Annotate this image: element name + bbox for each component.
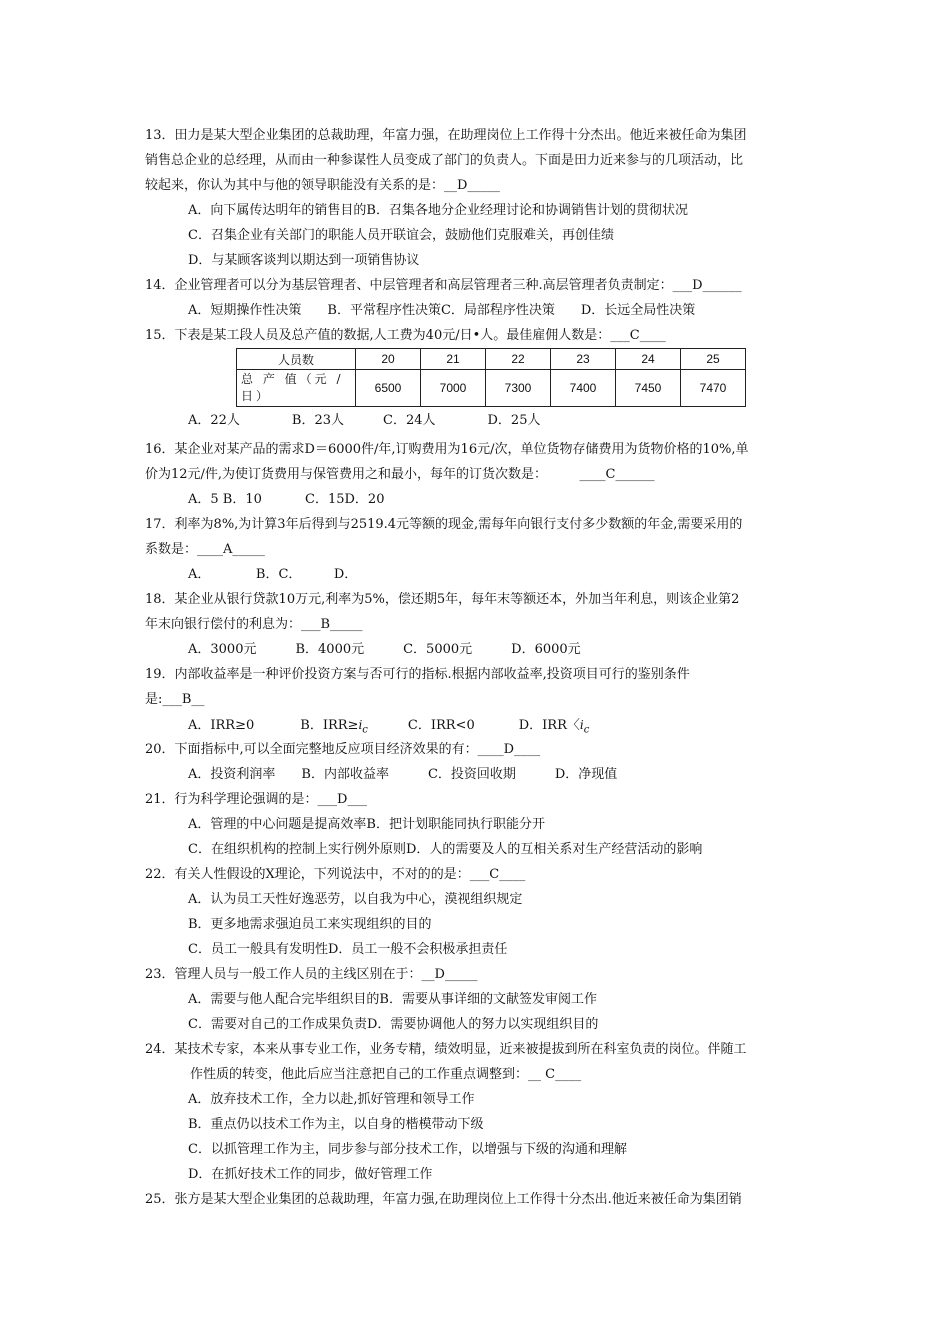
q19-ic-symbol-d: $i_c$ (579, 718, 590, 736)
q15-data-table (236, 348, 746, 407)
q22-text: 22．有关人性假设的X理论，下列说法中，不对的的是：___C____ (145, 867, 526, 882)
q19-text-line-2: 是:___B__ (145, 692, 205, 707)
q19-text-line-1: 19．内部收益率是一种评价投资方案与否可行的指标.根据内部收益率,投资项目可行的鉴别条件 (145, 667, 690, 682)
q13-option-d: D．与某顾客谈判以期达到一项销售协议 (188, 253, 420, 268)
q13-text-line-1: 13．田力是某大型企业集团的总裁助理，年富力强，在助理岗位上工作得十分杰出。他近来被任命为集团 (145, 128, 747, 143)
q22-option-c-d: C．员工一般具有发明性D．员工一般不会积极承担责任 (188, 942, 508, 957)
q24-option-c: C．以抓管理工作为主，同步参与部分技术工作，以增强与下级的沟通和理解 (188, 1142, 627, 1157)
q22-option-a: A．认为员工天性好逸恶劳，以自我为中心，漠视组织规定 (188, 892, 523, 907)
q24-text-line-2: 作性质的转变，他此后应当注意把自己的工作重点调整到：__ C____ (190, 1067, 582, 1082)
q14-options: A．短期操作性决策 B．平常程序性决策C．局部程序性决策 D．长远全局性决策 (188, 303, 696, 318)
q18-text-line-2: 年末向银行偿付的利息为：___B_____ (145, 617, 363, 632)
table-cell: 7400 (551, 370, 616, 407)
table-cell: 24 (616, 349, 681, 370)
q21-option-c-d: C．在组织机构的控制上实行例外原则D．人的需要及人的互相关系对生产经营活动的影响 (188, 842, 703, 857)
q24-text-line-1: 24．某技术专家，本来从事专业工作，业务专精，绩效明显，近来被提拔到所在科室负责的岗位。伴随工 (145, 1042, 747, 1057)
q13-option-a-b: A．向下属传达明年的销售目的B．召集各地分企业经理讨论和协调销售计划的贯彻状况 (188, 203, 688, 218)
q21-text: 21．行为科学理论强调的是：___D___ (145, 792, 367, 807)
table-cell: 7300 (486, 370, 551, 407)
q19-option-b: B．IRR≥ (300, 718, 359, 733)
table-header-output (237, 370, 356, 407)
table-cell: 21 (421, 349, 486, 370)
table-cell: 22 (486, 349, 551, 370)
table-row-staff (237, 349, 746, 370)
q19-option-c: C．IRR<0 (407, 718, 475, 733)
table-header-staff: 人员数 (237, 349, 356, 370)
q16-text-line-2: 价为12元/件,为使订货费用与保管费用之和最小，每年的订货次数是： ____C______ (145, 467, 655, 482)
q15-options: A．22人 B．23人 C．24人 D．25人 (188, 413, 541, 428)
table-header-output-line-1: 总 产 值（元 / (241, 372, 344, 386)
q20-options: A．投资利润率 B．内部收益率 C．投资回收期 D．净现值 (188, 767, 618, 782)
q13-text-line-2: 销售总企业的总经理，从而由一种参谋性人员变成了部门的负责人。下面是田力近来参与的几项活动，比 (145, 153, 744, 168)
q19-option-d: D．IRR〈 (518, 718, 580, 733)
q14-text: 14．企业管理者可以分为基层管理者、中层管理者和高层管理者三种.高层管理者负责制定：___D______ (145, 278, 742, 293)
q24-option-d: D．在抓好技术工作的同步，做好管理工作 (188, 1167, 433, 1182)
q16-text-line-1: 16．某企业对某产品的需求D＝6000件/年,订购费用为16元/次，单位货物存储费用为货物价格的10%,单 (145, 442, 749, 457)
q22-option-b: B．更多地需求强迫员工来实现组织的目的 (188, 917, 432, 932)
table-cell: 25 (681, 349, 746, 370)
table-cell: 7000 (421, 370, 486, 407)
q18-text-line-1: 18．某企业从银行贷款10万元,利率为5%，偿还期5年，每年末等额还本，外加当年利息，则该企业第2 (145, 592, 740, 607)
q13-option-c: C．召集企业有关部门的职能人员开联谊会，鼓励他们克服难关，再创佳绩 (188, 228, 614, 243)
q25-text-line-1: 25．张方是某大型企业集团的总裁助理，年富力强,在助理岗位上工作得十分杰出.他近来被任命为集团销 (145, 1192, 742, 1207)
q24-option-a: A．放弃技术工作，全力以赴,抓好管理和领导工作 (188, 1092, 475, 1107)
table-cell: 7470 (681, 370, 746, 407)
q18-options: A．3000元 B．4000元 C．5000元 D．6000元 (188, 642, 581, 657)
table-row-output (237, 370, 746, 407)
table-cell: 23 (551, 349, 616, 370)
q19-options (188, 715, 589, 735)
q19-ic-symbol-b: $i_c$ (358, 718, 368, 736)
q15-text: 15．下表是某工段人员及总产值的数据,人工费为40元/日•人。最佳雇佣人数是：___C____ (145, 328, 666, 343)
table-cell: 7450 (616, 370, 681, 407)
q23-text: 23．管理人员与一般工作人员的主线区别在于：__D_____ (145, 967, 478, 982)
q17-text-line-2: 系数是：____A_____ (145, 542, 265, 557)
q23-option-c-d: C．需要对自己的工作成果负责D．需要协调他人的努力以实现组织目的 (188, 1017, 599, 1032)
q24-option-b: B．重点仍以技术工作为主，以自身的楷模带动下级 (188, 1117, 484, 1132)
q21-option-a-b: A．管理的中心问题是提高效率B．把计划职能同执行职能分开 (188, 817, 545, 832)
q13-text-line-3: 较起来，你认为其中与他的领导职能没有关系的是：__D_____ (145, 178, 500, 193)
table-cell: 20 (356, 349, 421, 370)
q17-options: A． B．C． D． (188, 567, 358, 582)
q23-option-a-b: A．需要与他人配合完毕组织目的B．需要从事详细的文献签发审阅工作 (188, 992, 597, 1007)
q16-options: A．5 B．10 C．15D．20 (188, 492, 385, 507)
table-cell: 6500 (356, 370, 421, 407)
q17-text-line-1: 17．利率为8%,为计算3年后得到与2519.4元等额的现金,需每年向银行支付多少数额的年金,需要采用的 (145, 517, 743, 532)
q20-text: 20．下面指标中,可以全面完整地反应项目经济效果的有：____D____ (145, 742, 541, 757)
table-header-output-line-2: 日） (241, 389, 272, 403)
q19-option-a: A．IRR≥0 (188, 718, 255, 733)
